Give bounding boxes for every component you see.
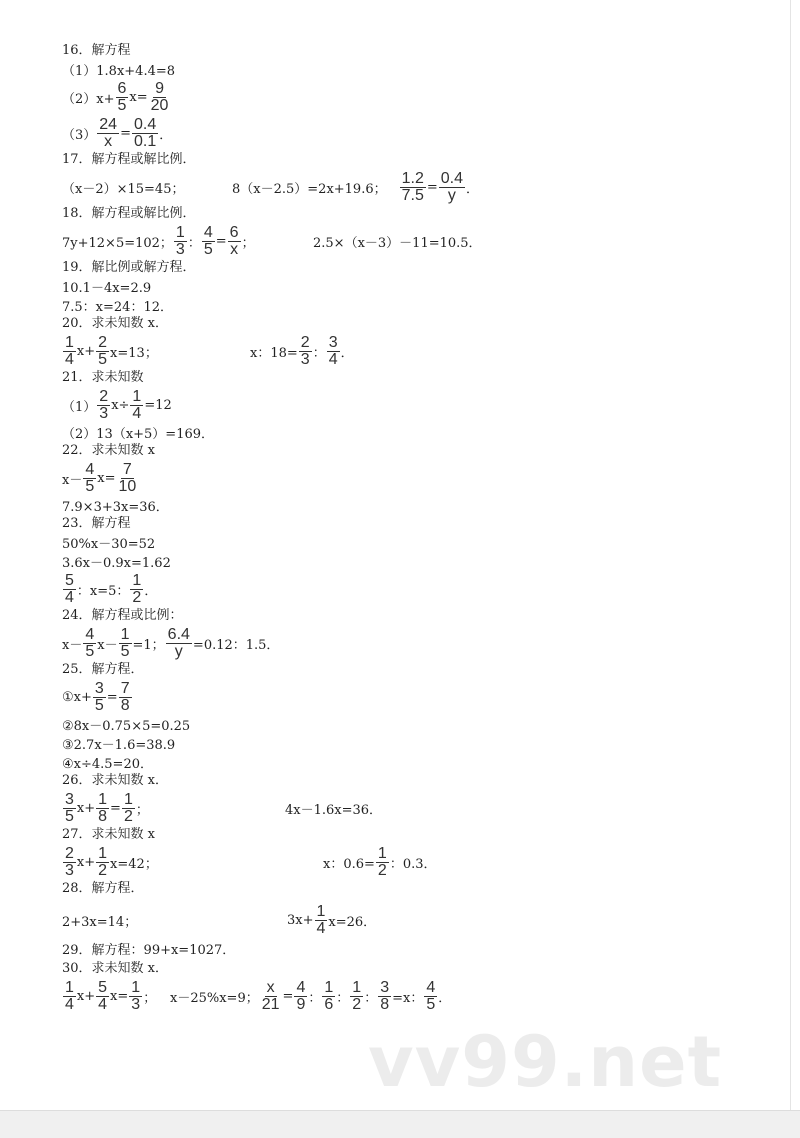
fraction-numerator: 2 (99, 387, 109, 405)
question-heading: 24．解方程或比例： (62, 608, 183, 623)
equation-text: ： (364, 990, 378, 1006)
equation-text: 2+3x=14； (62, 914, 138, 930)
equation (62, 79, 171, 115)
fraction (294, 980, 307, 1013)
fraction-numerator: 6.4 (167, 625, 190, 643)
equation-text: 10.1－4x=2.9 (62, 281, 152, 296)
equation (287, 898, 376, 942)
equation-text: 2.5×（x－3）－11=10.5． (313, 235, 482, 251)
equation-text: x－ (62, 472, 83, 488)
fraction (439, 171, 465, 204)
equation (62, 460, 139, 496)
page-edge (790, 0, 791, 1110)
equation-text: ：0.3． (389, 856, 437, 872)
fraction-denominator: 4 (132, 404, 142, 422)
fraction-numerator: 1 (65, 333, 74, 351)
equation-text: = (106, 689, 118, 705)
fraction-denominator: 6 (324, 995, 334, 1013)
equation (232, 169, 387, 205)
fraction-numerator: 0.4 (440, 169, 464, 187)
equation-line (62, 734, 782, 753)
fraction (260, 980, 282, 1013)
equation-line (62, 169, 782, 205)
equation-line (62, 387, 782, 423)
fraction-numerator: 5 (98, 978, 108, 996)
fraction-denominator: 5 (94, 696, 104, 714)
fraction (400, 171, 426, 204)
fraction-denominator: y (174, 642, 183, 660)
equation-text: ②8x－0.75×5=0.25 (62, 719, 191, 734)
fraction (322, 980, 335, 1013)
fraction-numerator: 4 (85, 625, 95, 643)
equation (62, 169, 184, 205)
viewer-bottom-bar (0, 1110, 800, 1138)
equation-text: 3.6x－0.9x=1.62 (62, 556, 171, 571)
equation-text: ：x=5： (76, 583, 130, 599)
fraction-denominator: 5 (98, 350, 108, 368)
fraction-denominator: 2 (98, 861, 108, 879)
fraction-denominator: 3 (175, 240, 185, 258)
equation-text: x= (110, 988, 129, 1004)
fraction-numerator: 1 (98, 790, 108, 808)
equation-text: ． (159, 127, 173, 143)
equation-text: x：18= (250, 345, 298, 361)
equation (62, 423, 214, 442)
fraction (97, 389, 110, 422)
fraction-denominator: 5 (120, 642, 130, 660)
fraction-denominator: 5 (85, 642, 95, 660)
equation-line (62, 533, 782, 552)
equation-line (62, 496, 782, 515)
fraction (424, 980, 437, 1013)
equation (62, 277, 151, 296)
equation (62, 533, 155, 552)
fraction (116, 81, 129, 114)
question-heading: 26．求未知数 x． (62, 773, 169, 788)
equation-text: 4x－1.6x=36． (285, 802, 383, 818)
fraction-numerator: 1.2 (401, 169, 424, 187)
fraction-denominator: 3 (65, 861, 74, 879)
fraction-numerator: 1 (316, 902, 326, 920)
question-heading: 29．解方程：99+x=1027． (62, 943, 236, 958)
fraction-denominator: 8 (380, 995, 390, 1013)
equation-text: x+ (76, 343, 96, 359)
fraction-numerator: 1 (123, 790, 133, 808)
equation-line (62, 679, 782, 715)
fraction-denominator: 4 (65, 995, 74, 1013)
equation-line (62, 790, 782, 826)
equation-line (62, 625, 782, 661)
equation-text: = (215, 233, 227, 249)
equation-line (62, 333, 782, 369)
fraction (96, 846, 109, 879)
fraction-denominator: 2 (123, 807, 133, 825)
fraction-numerator: 0.4 (133, 115, 157, 133)
equation-line (62, 79, 782, 115)
question-heading: 19．解比例或解方程． (62, 260, 196, 275)
equation-line (62, 715, 782, 734)
equation-text: ③2.7x－1.6=38.9 (62, 738, 176, 753)
equation-line (62, 115, 782, 151)
equation (62, 60, 175, 79)
fraction (83, 627, 96, 660)
question-heading: 16．解方程 (62, 43, 131, 58)
equation-line (62, 552, 782, 571)
watermark: vv99.net (368, 1021, 723, 1103)
fraction (166, 627, 192, 660)
equation-text: =1； (132, 637, 165, 653)
fraction-numerator: 1 (120, 625, 130, 643)
equation (62, 625, 279, 661)
fraction-numerator: 7 (120, 679, 130, 697)
question-heading: 23．解方程 (62, 516, 131, 531)
fraction-denominator: 4 (98, 995, 108, 1013)
equation-text: ； (135, 802, 149, 818)
fraction (96, 980, 109, 1013)
fraction-denominator: 5 (203, 240, 213, 258)
fraction-denominator: 8 (98, 807, 108, 825)
equation-line (62, 60, 782, 79)
equation-text: （3） (62, 127, 97, 143)
fraction-denominator: 21 (261, 995, 280, 1013)
fraction-denominator: 4 (65, 350, 74, 368)
fraction (119, 681, 132, 714)
equation-text: x+ (76, 854, 96, 870)
equation (62, 844, 158, 880)
fraction-denominator: 0.1 (133, 132, 157, 150)
equation-line (62, 460, 782, 496)
question-heading: 25．解方程． (62, 662, 144, 677)
question-heading: 20．求未知数 x． (62, 316, 169, 331)
equation-text: （2）x+ (62, 91, 115, 107)
fraction-numerator: 2 (65, 844, 74, 862)
fraction-numerator: 6 (229, 223, 239, 241)
equation-text: ； (143, 990, 157, 1006)
fraction-numerator: 24 (99, 115, 118, 133)
fraction (149, 81, 171, 114)
equation-text: ． (438, 990, 452, 1006)
fraction-numerator: 1 (98, 844, 108, 862)
fraction-numerator: x (266, 978, 275, 996)
fraction-denominator: 2 (352, 995, 362, 1013)
fraction-numerator: 1 (132, 571, 142, 589)
equation (313, 223, 482, 259)
fraction-numerator: 4 (85, 460, 95, 478)
fraction-denominator: 5 (426, 995, 436, 1013)
fraction-denominator: 5 (85, 477, 95, 495)
fraction (63, 335, 76, 368)
equation-line (62, 753, 782, 772)
equation-line (62, 223, 782, 259)
fraction-numerator: 2 (98, 333, 108, 351)
equation-text: 7.9×3+3x=36． (62, 500, 169, 515)
fraction (63, 573, 76, 606)
fraction-denominator: 20 (150, 96, 169, 114)
equation (62, 333, 158, 369)
equation-text: ①x+ (62, 689, 92, 705)
equation-line (62, 844, 782, 880)
fraction (228, 225, 241, 258)
fraction (96, 335, 109, 368)
equation (62, 734, 175, 753)
fraction-denominator: 3 (99, 404, 109, 422)
equation-text: ： (308, 990, 322, 1006)
fraction-numerator: 4 (296, 978, 306, 996)
question-heading: 28．解方程． (62, 881, 144, 896)
question-heading: 21．求未知数 (62, 370, 144, 385)
equation-text: （1） (62, 399, 97, 415)
fraction (130, 389, 143, 422)
equation-text: （x－2）×15=45； (62, 181, 185, 197)
worksheet (62, 42, 782, 1014)
fraction (174, 225, 187, 258)
equation (170, 978, 451, 1014)
equation-text: （1）1.8x+4.4=8 (62, 64, 176, 79)
equation-text: x=13； (110, 345, 158, 361)
equation-text: = (110, 800, 121, 816)
fraction-denominator: 7.5 (401, 186, 424, 204)
equation-text: x－25%x=9； (170, 990, 259, 1006)
fraction-numerator: 3 (328, 333, 338, 351)
fraction-denominator: 5 (117, 96, 127, 114)
fraction-numerator: 3 (65, 790, 74, 808)
equation-text: ． (340, 345, 354, 361)
fraction-denominator: 3 (300, 350, 310, 368)
fraction-numerator: 1 (131, 978, 141, 996)
fraction-denominator: 4 (316, 919, 326, 937)
equation-text: ： (187, 235, 201, 251)
fraction-denominator: x (104, 132, 113, 150)
equation-text: x÷ (111, 397, 130, 413)
fraction-numerator: 2 (300, 333, 310, 351)
fraction (350, 980, 363, 1013)
fraction (130, 573, 143, 606)
fraction-numerator: 4 (426, 978, 436, 996)
fraction-denominator: 4 (328, 350, 338, 368)
fraction (93, 681, 106, 714)
fraction-denominator: 2 (132, 588, 142, 606)
equation-line (62, 571, 782, 607)
fraction (129, 980, 142, 1013)
fraction-numerator: 1 (65, 978, 74, 996)
fraction-numerator: 6 (117, 79, 127, 97)
fraction-numerator: 1 (132, 387, 142, 405)
equation-text: ； (241, 235, 255, 251)
fraction (132, 117, 158, 150)
equation-text: 3x+ (287, 912, 314, 928)
fraction-numerator: 4 (203, 223, 213, 241)
fraction-numerator: 9 (155, 79, 164, 97)
equation-text: ． (144, 583, 158, 599)
equation (250, 333, 354, 369)
equation-text: 7y+12×5=102； (62, 235, 173, 251)
equation-text: = (120, 125, 131, 141)
fraction (96, 792, 109, 825)
fraction (119, 627, 132, 660)
question-heading: 30．求未知数 x． (62, 961, 169, 976)
fraction-denominator: 10 (118, 477, 137, 495)
fraction (63, 846, 76, 879)
equation (285, 790, 382, 826)
equation-line (62, 277, 782, 296)
equation-text: =x： (392, 990, 424, 1006)
fraction (378, 980, 391, 1013)
fraction-denominator: 2 (377, 861, 387, 879)
equation-line (62, 296, 782, 315)
equation-text: 7.5：x=24：12． (62, 300, 173, 315)
equation-text: x= (129, 89, 148, 105)
fraction (63, 980, 76, 1013)
equation-line (62, 978, 782, 1014)
equation (399, 169, 479, 205)
equation (62, 978, 156, 1014)
equation-text: = (282, 988, 294, 1004)
equation-line (62, 898, 782, 942)
equation (62, 898, 137, 942)
fraction (315, 904, 328, 937)
fraction-numerator: 1 (377, 844, 387, 862)
fraction-numerator: 5 (65, 571, 74, 589)
equation-text: ④x÷4.5=20． (62, 757, 153, 772)
equation-text: 8（x－2.5）=2x+19.6； (232, 181, 387, 197)
equation-text: x－ (62, 637, 83, 653)
equation (62, 753, 153, 772)
equation (62, 387, 172, 423)
equation (62, 296, 173, 315)
equation-text: = (426, 179, 438, 195)
equation-text: x= (97, 470, 116, 486)
fraction (63, 792, 76, 825)
equation (62, 679, 133, 715)
fraction-numerator: 3 (94, 679, 104, 697)
question-heading: 18．解方程或解比例． (62, 206, 196, 221)
fraction (97, 117, 119, 150)
equation-text: =12 (144, 397, 172, 413)
fraction (116, 462, 138, 495)
equation-text: x=26． (328, 914, 377, 930)
equation-text: ． (466, 181, 480, 197)
equation-text: 50%x－30=52 (62, 537, 156, 552)
equation-text: x=42； (110, 856, 158, 872)
question-heading: 22．求未知数 x (62, 443, 156, 458)
fraction-denominator: 8 (120, 696, 130, 714)
fraction-numerator: 3 (380, 978, 390, 996)
fraction (376, 846, 389, 879)
fraction-denominator: 9 (296, 995, 306, 1013)
fraction (122, 792, 135, 825)
equation-text: x+ (76, 800, 96, 816)
fraction-numerator: 1 (324, 978, 334, 996)
equation-text: x：0.6= (323, 856, 375, 872)
equation (62, 496, 169, 515)
equation (62, 790, 149, 826)
fraction-denominator: 3 (131, 995, 141, 1013)
fraction-denominator: 4 (65, 588, 74, 606)
question-heading: 17．解方程或解比例． (62, 152, 196, 167)
equation-text: x－ (97, 637, 118, 653)
fraction-numerator: 1 (175, 223, 185, 241)
question-heading: 27．求未知数 x (62, 827, 156, 842)
fraction (327, 335, 340, 368)
equation-text: ： (336, 990, 350, 1006)
fraction (83, 462, 96, 495)
equation (62, 115, 172, 151)
equation (62, 571, 157, 607)
fraction-numerator: 1 (352, 978, 362, 996)
equation (62, 715, 190, 734)
equation-text: ： (312, 345, 326, 361)
equation-line (62, 423, 782, 442)
equation-text: （2）13（x+5）=169． (62, 427, 215, 442)
fraction-denominator: y (447, 186, 456, 204)
fraction (299, 335, 312, 368)
fraction (202, 225, 215, 258)
fraction-denominator: 5 (65, 807, 74, 825)
fraction-denominator: x (230, 240, 239, 258)
equation-text: =0.12：1.5． (192, 637, 280, 653)
equation-text: x+ (76, 988, 96, 1004)
equation (62, 223, 255, 259)
equation (323, 844, 437, 880)
fraction-numerator: 7 (122, 460, 132, 478)
equation (62, 552, 171, 571)
